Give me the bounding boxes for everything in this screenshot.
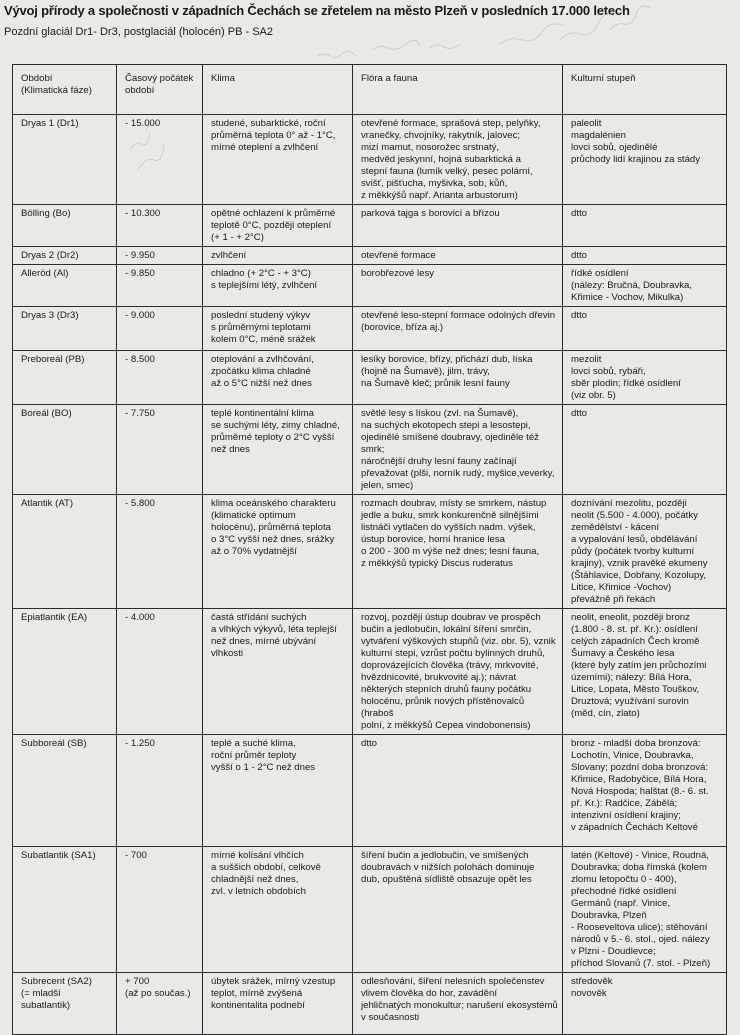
header-culture: Kulturní stupeň [563, 65, 727, 115]
table-row [13, 609, 727, 735]
table-row [13, 973, 727, 1035]
flora-cell: parková tajga s borovicí a břízou [353, 205, 563, 247]
culture-cell: paleolit magdalénien lovci sobů, ojedinělé průchody lidí krajinou za stády [563, 115, 727, 205]
page-title: Vývoj přírody a společnosti v západních Čechách se zřetelem na město Plzeň v posledních 17.000 letech [4, 3, 630, 18]
start-cell: - 7.750 [117, 405, 203, 495]
climate-cell: teplé kontinentální klima se suchými léty, zimy chladné, průměrné teploty o 2°C vyšší než dnes [203, 405, 353, 495]
culture-cell: bronz - mladší doba bronzová: Lochotín, Vinice, Doubravka, Slovany; pozdní doba bronzová: Křimice, Radobyčice, Bílá Hora, Nová Hospoda; halštat (8.- 6. st. př. Kr.): Radčice, Zábělá; intenzivní osídlení krajiny; v západních Čechách Keltové [563, 735, 727, 847]
climate-cell: teplé a suché klima, roční průměr teploty vyšší o 1 - 2°C než dnes [203, 735, 353, 847]
flora-cell: dtto [353, 735, 563, 847]
flora-cell: otevřené formace [353, 247, 563, 265]
culture-cell: středověk novověk [563, 973, 727, 1035]
culture-cell: mezolit lovci sobů, rybáři, sběr plodin; řídké osídlení (viz obr. 5) [563, 351, 727, 405]
climate-cell: častá střídání suchých a vlhkých výkyvů, léta teplejší než dnes, mírné ubývání vlhkosti [203, 609, 353, 735]
start-cell: - 9.950 [117, 247, 203, 265]
table-row [13, 205, 727, 247]
culture-cell: dtto [563, 307, 727, 351]
flora-cell: lesíky borovice, břízy, přichází dub, líska (hojně na Šumavě), jilm, trávy, na Šumavě kleč; průnik lesní fauny [353, 351, 563, 405]
culture-cell: latén (Keltové) - Vinice, Roudná, Doubravka; doba římská (kolem zlomu letopočtu 0 - 400), přechodné řídké osídlení Germánů (např. Vinice, Doubravka, Plzeň - Rooseveltova ulice); stěhování národů v 5.- 6. stol., ojed. nálezy v Plzni - Doudlevce; příchod Slovanů (7. stol. - Plzeň) [563, 847, 727, 973]
period-cell: Atlantik (AT) [13, 495, 117, 609]
table-header-row [13, 65, 727, 115]
period-cell: Preboreál (PB) [13, 351, 117, 405]
period-cell: Boreál (BO) [13, 405, 117, 495]
period-cell: Dryas 2 (Dr2) [13, 247, 117, 265]
flora-cell: rozmach doubrav, místy se smrkem, nástup jedle a buku, smrk konkurenčně silnějšími listnáči vytlačen do vyšších nadm. výšek, ústup borovice, horní hranice lesa o 200 - 300 m výše než dnes; lesní fauna, z měkkýšů typický Discus ruderatus [353, 495, 563, 609]
start-cell: + 700 (až po součas.) [117, 973, 203, 1035]
culture-cell: dtto [563, 247, 727, 265]
table-row [13, 307, 727, 351]
period-cell: Subrecent (SA2) (= mladší subatlantik) [13, 973, 117, 1035]
table-row [13, 265, 727, 307]
climate-cell: chladno (+ 2°C - + 3°C) s teplejšími létý, zvlhčení [203, 265, 353, 307]
periods-table [12, 64, 727, 1035]
period-cell: Subatlantik (SA1) [13, 847, 117, 973]
climate-cell: poslední studený výkyv s průměrnými teplotami kolem 0°C, méně srážek [203, 307, 353, 351]
period-cell: Dryas 1 (Dr1) [13, 115, 117, 205]
climate-cell: klima oceánského charakteru (klimatické optimum holocénu), průměrná teplota o 3°C vyšší než dnes, srážky až o 70% vydatnější [203, 495, 353, 609]
climate-cell: zvlhčení [203, 247, 353, 265]
flora-cell: borobřezové lesy [353, 265, 563, 307]
period-cell: Subboreál (SB) [13, 735, 117, 847]
start-cell: - 700 [117, 847, 203, 973]
climate-cell: oteplování a zvlhčování, zpočátku klima chladné až o 5°C nižší než dnes [203, 351, 353, 405]
climate-cell: studené, subarktické, roční průměrná teplota 0° až - 1°C, mírné oteplení a zvlhčení [203, 115, 353, 205]
culture-cell: dtto [563, 405, 727, 495]
start-cell: - 4.000 [117, 609, 203, 735]
flora-cell: šíření bučin a jedlobučin, ve smíšených doubravách v nižších polohách dominuje dub, opuštěná sídliště obsazuje opět les [353, 847, 563, 973]
start-cell: - 8.500 [117, 351, 203, 405]
culture-cell: doznívání mezolitu, později neolit (5.500 - 4.000), počátky zemědělství - kácení a vypalování lesů, obdělávání půdy (počátek tvorby kulturní krajiny), vznik pravěké ekumeny (Štáhlavice, Dobřany, Kozolupy, Litice, Křimice -Vochov) převážně při řekách [563, 495, 727, 609]
header-start: Časový počátek období [117, 65, 203, 115]
start-cell: - 10.300 [117, 205, 203, 247]
flora-cell: otevřené leso-stepní formace odolných dřevin (borovice, bříza aj.) [353, 307, 563, 351]
table-row [13, 351, 727, 405]
climate-cell: úbytek srážek, mírný vzestup teplot, mírně zvýšená kontinentalita podnebí [203, 973, 353, 1035]
page-subtitle: Pozdní glaciál Dr1- Dr3, postglaciál (holocén) PB - SA2 [4, 26, 274, 38]
period-cell: Bölling (Bo) [13, 205, 117, 247]
period-cell: Dryas 3 (Dr3) [13, 307, 117, 351]
start-cell: - 5.800 [117, 495, 203, 609]
culture-cell: dtto [563, 205, 727, 247]
period-cell: Alleröd (Al) [13, 265, 117, 307]
header-period: Období (Klimatická fáze) [13, 65, 117, 115]
climate-cell: mírné kolísání vlhčích a suššich období, celkově chladnější než dnes, zvl. v letních obdobích [203, 847, 353, 973]
start-cell: - 15.000 [117, 115, 203, 205]
header-flora: Flóra a fauna [353, 65, 563, 115]
flora-cell: rozvoj, později ústup doubrav ve prospěch bučin a jedlobučin, lokální šíření smrčin, vytváření výškových stupňů (viz. obr. 5), vznik kulturní stepi, vzrůst počtu bylinných druhů, doprovázejících člověka (trávy, mrkvovité, hvězdnicovité, brukvovité aj.); návrat některých stepních druhů fauny počátku holocénu, průnik nových přístěnovalců (hraboš polní, z měkkýšů Cepea vindobonensis) [353, 609, 563, 735]
table-row [13, 405, 727, 495]
flora-cell: otevřené formace, sprašová step, pelyňky, vranečky, chvojníky, rakytník, jalovec; mizí mamut, nosorožec srstnatý, medvěd jeskynní, hojná subarktická a stepní fauna (lumík velký, pesec polární, svišť, pišťucha, myšivka, sob, kůň, z měkkýšů např. Arianta arbustorum) [353, 115, 563, 205]
header-climate: Klima [203, 65, 353, 115]
culture-cell: řídké osídlení (nálezy: Bručná, Doubravka, Křimice - Vochov, Mikulka) [563, 265, 727, 307]
table-row [13, 247, 727, 265]
start-cell: - 9.850 [117, 265, 203, 307]
start-cell: - 1.250 [117, 735, 203, 847]
flora-cell: světlé lesy s lískou (zvl. na Šumavě), na suchých ekotopech stepi a lesostepi, ojedinělé smíšené doubravy, ojediněle též smrk; náročnější druhy lesní fauny začínají převažovat (plši, norník rudý, myšice,veverky, jelen, srnec) [353, 405, 563, 495]
culture-cell: neolit, eneolit, později bronz (1.800 - 8. st. př. Kr.): osídlení celých západních Čech kromě Šumavy a Českého lesa (které byly zatím jen průchozími územími); nálezy: Bílá Hora, Litice, Lopata, Město Touškov, Druztová; využívání surovin (měd, cín, zlato) [563, 609, 727, 735]
climate-cell: opětné ochlazení k průměrné teplotě 0°C, později oteplení (+ 1 - + 2°C) [203, 205, 353, 247]
start-cell: - 9.000 [117, 307, 203, 351]
period-cell: Epiatlantik (EA) [13, 609, 117, 735]
table-row [13, 115, 727, 205]
table-row [13, 495, 727, 609]
table-row [13, 847, 727, 973]
table-row [13, 735, 727, 847]
flora-cell: odlesňování, šíření nelesních společenstev vlivem člověka do hor, zavádění jehličnatých monokultur; narušení ekosystémů v současnosti [353, 973, 563, 1035]
